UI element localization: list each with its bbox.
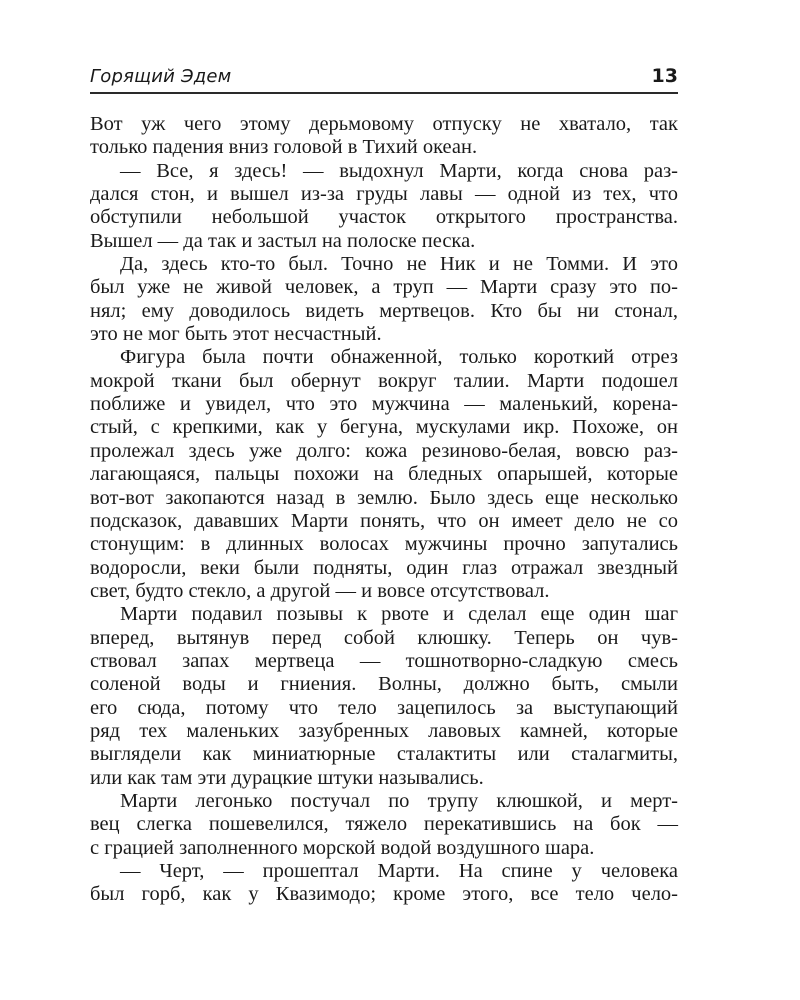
text-line: вот-вот закопаются назад в землю. Было здесь еще несколько xyxy=(90,486,678,509)
text-line: — Черт, — прошептал Марти. На спине у человека xyxy=(120,860,678,882)
text-line: ряд тех маленьких зазубренных лавовых камней, которые xyxy=(90,719,678,742)
text-line: вперед, вытянув перед собой клюшку. Теперь он чув- xyxy=(90,626,678,649)
page-number: 13 xyxy=(651,65,678,87)
text-line: это не мог быть этот несчастный. xyxy=(90,323,382,346)
text-line: водоросли, веки были подняты, один глаз отражал звездный xyxy=(90,556,678,579)
text-line: или как там эти дурацкие штуки назывались. xyxy=(90,766,484,789)
text-line: поближе и увидел, что это мужчина — маленький, корена- xyxy=(90,393,678,416)
text-line: Вышел — да так и застыл на полоске песка. xyxy=(90,229,476,252)
text-line: его сюда, потому что тело зацепилось за выступающий xyxy=(90,696,678,719)
text-line: Марти подавил позывы к рвоте и сделал еще один шаг xyxy=(120,603,678,626)
text-line: стонущим: в длинных волосах мужчины прочно запутались xyxy=(90,533,678,556)
body-text xyxy=(90,113,678,907)
text-line: стый, с крепкими, как у бегуна, мускулами икр. Похоже, он xyxy=(90,416,678,439)
text-line: подсказок, дававших Марти понять, что он имеет дело не со xyxy=(90,509,678,532)
text-line: дался стон, и вышел из-за груды лавы — одной из тех, что xyxy=(90,183,678,206)
text-line: лагающаяся, пальцы похожи на бледных опарышей, которые xyxy=(90,463,678,486)
text-line: — Все, я здесь! — выдохнул Марти, когда снова раз- xyxy=(120,159,678,182)
text-line: Вот уж чего этому дерьмовому отпуску не хватало, так xyxy=(90,113,678,135)
running-title: Горящий Эдем xyxy=(90,66,232,87)
text-line: нял; ему доводилось видеть мертвецов. Кто бы ни стонал, xyxy=(90,299,678,322)
text-line: Фигура была почти обнаженной, только короткий отрез xyxy=(120,346,678,369)
text-line: вец слегка пошевелился, тяжело перекатившись на бок — xyxy=(90,813,678,836)
text-line: был уже не живой человек, а труп — Марти сразу это по- xyxy=(90,276,678,299)
running-header xyxy=(90,64,678,94)
text-line: свет, будто стекло, а другой — и вовсе отсутствовал. xyxy=(90,579,550,602)
text-line: только падения вниз головой в Тихий океан. xyxy=(90,136,478,159)
text-line: обступили небольшой участок открытого пространства. xyxy=(90,206,678,229)
text-line: Марти легонько постучал по трупу клюшкой, и мерт- xyxy=(120,789,678,812)
text-line: мокрой ткани был обернут вокруг талии. Марти подошел xyxy=(90,369,678,392)
text-line: соленой воды и гниения. Волны, должно быть, смыли xyxy=(90,673,678,696)
text-line: с грацией заполненного морской водой воздушного шара. xyxy=(90,836,595,859)
text-line: выглядели как миниатюрные сталактиты или сталагмиты, xyxy=(90,743,678,766)
text-line: ствовал запах мертвеца — тошнотворно-сладкую смесь xyxy=(90,649,678,672)
text-line: пролежал здесь уже долго: кожа резиново-белая, вовсю раз- xyxy=(90,439,678,462)
text-line: Да, здесь кто-то был. Точно не Ник и не Томми. И это xyxy=(120,253,678,276)
text-line: был горб, как у Квазимодо; кроме этого, все тело чело- xyxy=(90,883,678,906)
